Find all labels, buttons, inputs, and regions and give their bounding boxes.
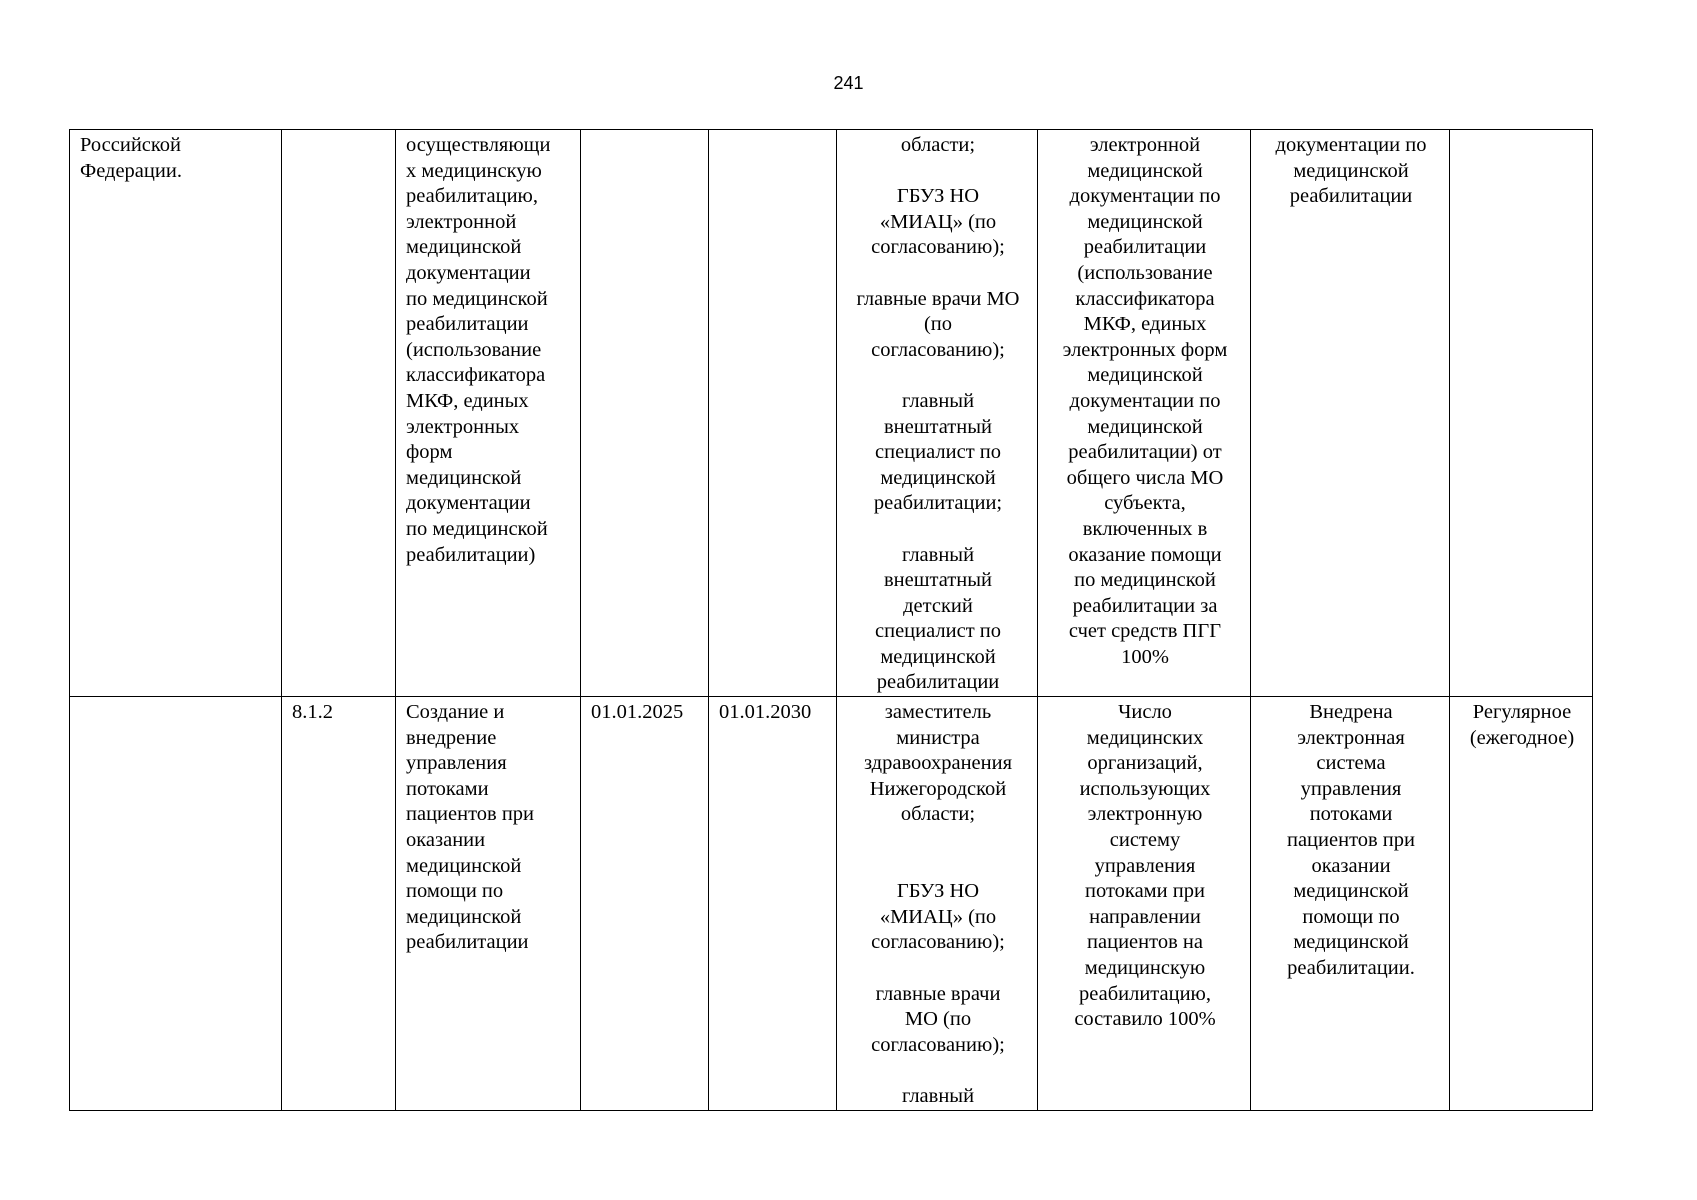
- table-cell: [1450, 130, 1593, 697]
- page-number: 241: [833, 73, 864, 93]
- table-cell: 01.01.2025: [581, 697, 709, 1111]
- table-cell: [282, 130, 396, 697]
- table-cell: Внедрена электронная система управления потоками пациентов при оказании медицинской помощи по медицинской реабилитации.: [1251, 697, 1450, 1111]
- table-cell: заместитель министра здравоохранения Нижегородской области; ГБУЗ НО «МИАЦ» (по согласованию); главные врачи МО (по согласованию); главный: [837, 697, 1038, 1111]
- table-cell: 01.01.2030: [709, 697, 837, 1111]
- table-cell: [581, 130, 709, 697]
- table-cell: 8.1.2: [282, 697, 396, 1111]
- table-row: [70, 697, 1593, 1111]
- table-cell: Число медицинских организаций, использующих электронную систему управления потоками при направлении пациентов на медицинскую реабилитацию, составило 100%: [1038, 697, 1251, 1111]
- table-cell: [70, 697, 282, 1111]
- table-cell: Создание и внедрение управления потоками пациентов при оказании медицинской помощи по медицинской реабилитации: [396, 697, 581, 1111]
- table-cell: области; ГБУЗ НО «МИАЦ» (по согласованию); главные врачи МО (по согласованию); главный внештатный специалист по медицинской реабилитации; главный внештатный детский специалист по медицинской реабилитации: [837, 130, 1038, 697]
- table-cell: осуществляющи х медицинскую реабилитацию, электронной медицинской документации по медицинской реабилитации (использование классификатора МКФ, единых электронных форм медицинской документации по медицинской реабилитации): [396, 130, 581, 697]
- table-cell: электронной медицинской документации по медицинской реабилитации (использование классификатора МКФ, единых электронных форм медицинской документации по медицинской реабилитации) от общего числа МО субъекта, включенных в оказание помощи по медицинской реабилитации за счет средств ПГГ 100%: [1038, 130, 1251, 697]
- plan-table: [69, 129, 1593, 1111]
- table-cell: документации по медицинской реабилитации: [1251, 130, 1450, 697]
- table-cell: Российской Федерации.: [70, 130, 282, 697]
- table-cell: Регулярное (ежегодное): [1450, 697, 1593, 1111]
- table-row: [70, 130, 1593, 697]
- table-cell: [709, 130, 837, 697]
